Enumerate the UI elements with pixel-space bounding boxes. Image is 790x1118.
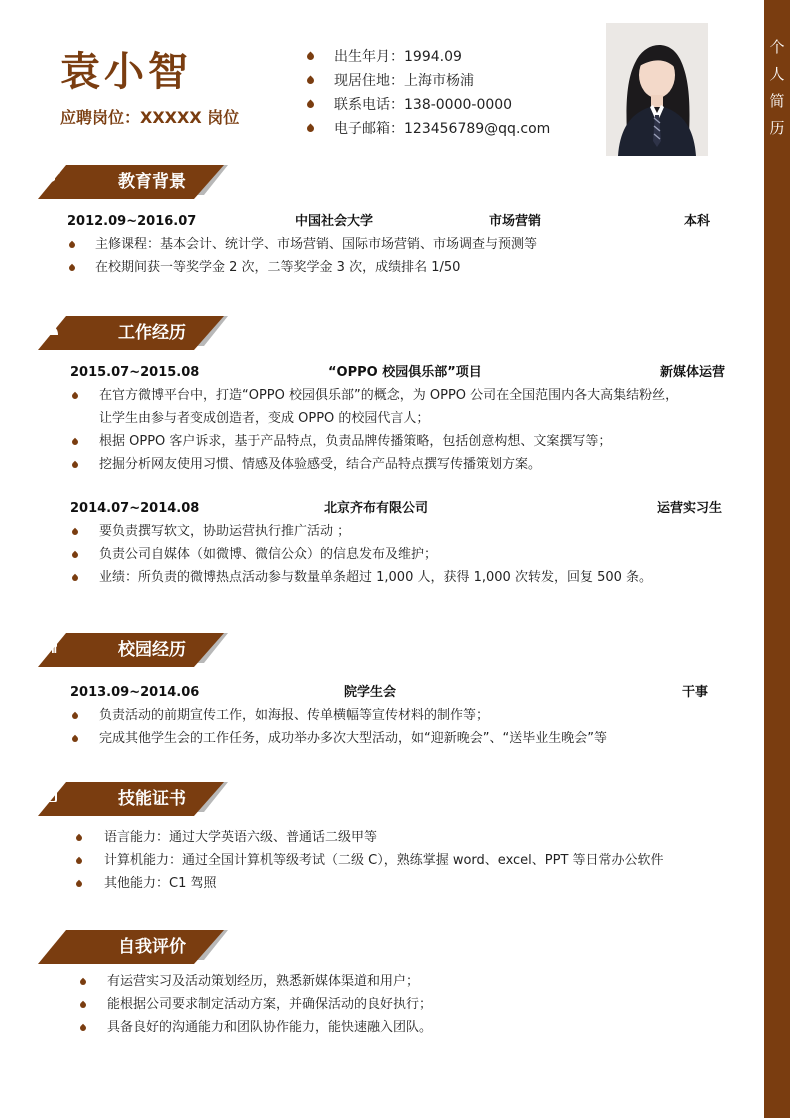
section-title: 自我评价 [118, 937, 186, 957]
profile-photo [606, 23, 708, 156]
info-phone: 联系电话：138-0000-0000 [305, 92, 595, 116]
list-item: 完成其他学生会的工作任务，成功举办多次大型活动，如“迎新晚会”、“送毕业生晚会”等 [70, 727, 734, 750]
work-bullets-1 [70, 384, 734, 476]
entry-date: 2012.09~2016.07 [67, 214, 197, 229]
campus-bullets [70, 704, 734, 750]
section-title: 技能证书 [118, 789, 186, 809]
entry-degree: 本科 [684, 214, 711, 229]
self-evaluation-bullets [78, 970, 738, 1039]
bullet-icon [306, 123, 316, 133]
entry-school: 中国社会大学 [295, 214, 374, 229]
clipboard-icon [38, 782, 60, 802]
campus-entry-header [70, 683, 708, 703]
info-location: 现居住地：上海市杨浦 [305, 68, 595, 92]
list-item: 具备良好的沟通能力和团队协作能力，能快速融入团队。 [78, 1016, 738, 1039]
entry-org: 院学生会 [344, 685, 397, 700]
portrait-icon [606, 23, 708, 156]
work-entry-header [70, 499, 722, 519]
section-title: 校园经历 [118, 640, 186, 660]
bullet-icon [306, 75, 316, 85]
list-item: 业绩：所负责的微博热点活动参与数量单条超过 1,000 人，获得 1,000 次转发，回复 500 条。 [70, 566, 734, 589]
section-head-campus [38, 633, 238, 667]
list-item: 要负责撰写软文，协助运营执行推广活动 ； [70, 520, 734, 543]
list-item: 计算机能力：通过全国计算机等级考试（二级 C），熟练掌握 word、excel、PPT 等日常办公软件 [74, 849, 734, 872]
info-birth: 出生年月：1994.09 [305, 44, 595, 68]
section-head-skills [38, 782, 238, 816]
list-item: 根据 OPPO 客户诉求，基于产品特点，负责品牌传播策略，包括创意构想、文案撰写等； [70, 430, 734, 453]
list-item: 主修课程：基本会计、统计学、市场营销、国际市场营销、市场调查与预测等 [67, 233, 727, 256]
bullet-icon [306, 99, 316, 109]
section-head-self [38, 930, 238, 964]
entry-role: 新媒体运营 [659, 365, 725, 380]
entry-project: “OPPO 校园俱乐部”项目 [328, 365, 482, 380]
education-bullets [67, 233, 727, 279]
list-item: 在校期间获一等奖学金 2 次，二等奖学金 3 次，成绩排名 1/50 [67, 256, 727, 279]
info-email: 电子邮箱：123456789@qq.com [305, 116, 595, 140]
bullet-icon [306, 51, 316, 61]
list-item: 挖掘分析网友使用习惯、情感及体验感受，结合产品特点撰写传播策划方案。 [70, 453, 734, 476]
entry-date: 2014.07~2014.08 [70, 501, 200, 516]
list-item: 负责活动的前期宣传工作，如海报、传单横幅等宣传材料的制作等； [70, 704, 734, 727]
people-icon [38, 633, 60, 653]
entry-date: 2015.07~2015.08 [70, 365, 200, 380]
sidebar-strip [764, 0, 790, 1118]
list-item: 在官方微博平台中，打造“OPPO 校园俱乐部”的概念，为 OPPO 公司在全国范围内各大高集结粉丝， [70, 384, 734, 407]
personal-info [305, 44, 595, 140]
list-item: 其他能力：C1 驾照 [74, 872, 734, 895]
list-item: 负责公司自媒体（如微博、微信公众）的信息发布及维护； [70, 543, 734, 566]
section-title: 工作经历 [118, 323, 186, 343]
sidebar-title [764, 34, 790, 142]
entry-role: 干事 [681, 685, 708, 700]
entry-role: 运营实习生 [656, 501, 722, 516]
entry-date: 2013.09~2014.06 [70, 685, 200, 700]
work-bullets-2 [70, 520, 734, 589]
sidebar-char: 人 [769, 65, 785, 83]
entry-major: 市场营销 [489, 214, 542, 229]
list-item: 语言能力：通过大学英语六级、普通话二级甲等 [74, 826, 734, 849]
section-head-work [38, 316, 238, 350]
list-item-continuation: 让学生由参与者变成创造者，变成 OPPO 的校园代言人； [99, 411, 430, 426]
candidate-name: 袁小智 [60, 49, 192, 95]
education-entry-header [67, 212, 717, 232]
feather-icon [38, 930, 60, 950]
sidebar-char: 个 [769, 38, 785, 56]
section-head-education [38, 165, 238, 199]
section-title: 教育背景 [118, 172, 186, 192]
work-entry-header [70, 363, 725, 383]
job-target: 应聘岗位：XXXXX 岗位 [60, 108, 240, 127]
list-item: 能根据公司要求制定活动方案，并确保活动的良好执行； [78, 993, 738, 1016]
entry-company: 北京齐布有限公司 [324, 501, 429, 516]
list-item: 有运营实习及活动策划经历，熟悉新媒体渠道和用户； [78, 970, 738, 993]
graduation-cap-icon [38, 165, 60, 185]
person-icon [38, 316, 60, 336]
sidebar-char: 简 [769, 92, 785, 110]
sidebar-char: 历 [769, 119, 785, 137]
skills-bullets [74, 826, 734, 895]
